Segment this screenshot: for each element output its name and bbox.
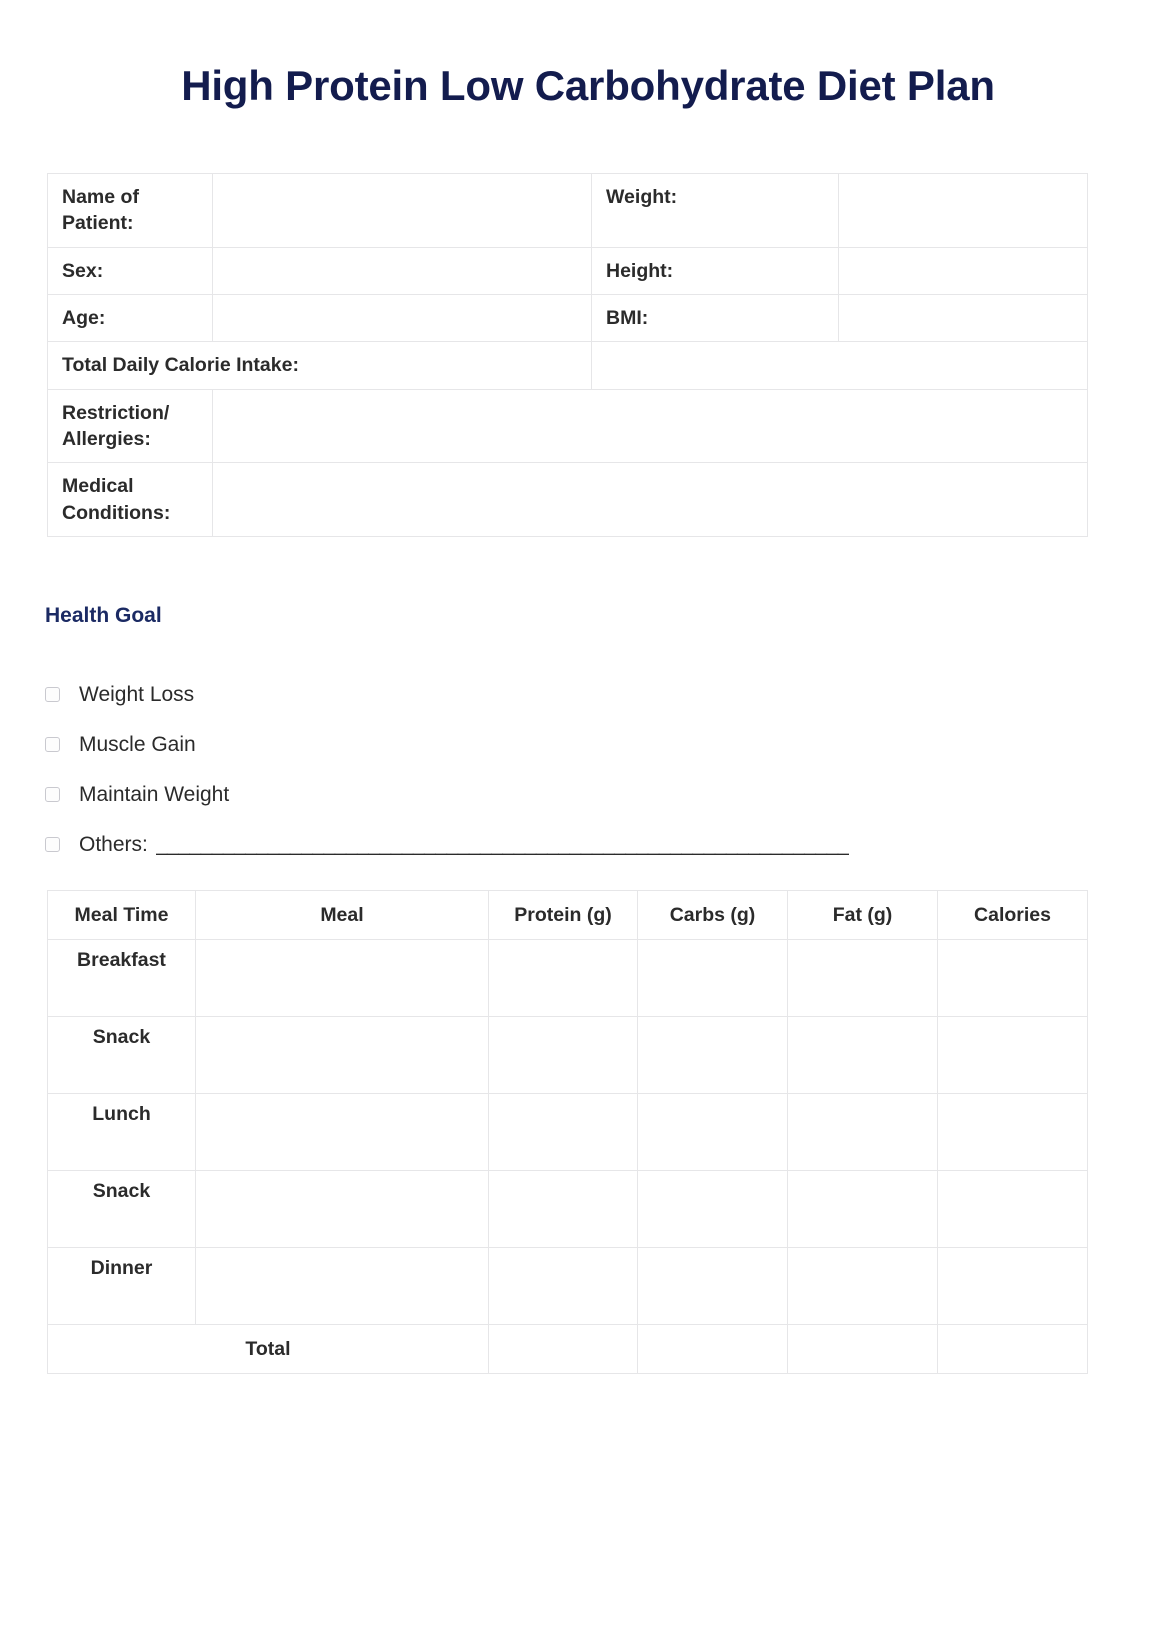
protein-field[interactable] <box>489 1171 638 1248</box>
total-daily-calorie-intake-field[interactable] <box>592 342 1088 389</box>
height-label: Height: <box>592 247 839 294</box>
health-goal-option-muscle-gain[interactable] <box>45 705 1045 755</box>
medical-conditions-field[interactable] <box>213 463 1088 537</box>
meal-time-label: Lunch <box>48 1094 196 1171</box>
calories-field[interactable] <box>938 1017 1088 1094</box>
calories-field[interactable] <box>938 1248 1088 1325</box>
table-row <box>48 247 1088 294</box>
meal-field[interactable] <box>196 1017 489 1094</box>
meal-field[interactable] <box>196 940 489 1017</box>
weight-label: Weight: <box>592 174 839 248</box>
table-header-row <box>48 891 1088 940</box>
meal-field[interactable] <box>196 1094 489 1171</box>
table-row <box>48 174 1088 248</box>
calories-field[interactable] <box>938 1171 1088 1248</box>
table-row <box>48 1248 1088 1325</box>
health-goal-heading: Health Goal <box>45 604 162 627</box>
sex-label: Sex: <box>48 247 213 294</box>
fat-field[interactable] <box>788 1017 938 1094</box>
protein-field[interactable] <box>489 1017 638 1094</box>
carbs-field[interactable] <box>638 1248 788 1325</box>
column-header-meal: Meal <box>196 891 489 940</box>
checkbox-icon[interactable] <box>45 837 60 852</box>
total-calories-field[interactable] <box>938 1325 1088 1374</box>
restriction-allergies-label: Restriction/ Allergies: <box>48 389 213 463</box>
sex-field[interactable] <box>213 247 592 294</box>
age-field[interactable] <box>213 294 592 341</box>
column-header-fat: Fat (g) <box>788 891 938 940</box>
patient-info-table <box>47 173 1088 537</box>
total-carbs-field[interactable] <box>638 1325 788 1374</box>
health-goal-others-input[interactable]: ______________________________________________________________ <box>155 834 849 855</box>
carbs-field[interactable] <box>638 940 788 1017</box>
meal-time-label: Dinner <box>48 1248 196 1325</box>
checkbox-icon[interactable] <box>45 737 60 752</box>
bmi-field[interactable] <box>839 294 1088 341</box>
bmi-label: BMI: <box>592 294 839 341</box>
weight-field[interactable] <box>839 174 1088 248</box>
fat-field[interactable] <box>788 940 938 1017</box>
table-row <box>48 940 1088 1017</box>
fat-field[interactable] <box>788 1248 938 1325</box>
health-goal-others-label: Others: <box>79 833 148 856</box>
checkbox-icon[interactable] <box>45 787 60 802</box>
height-field[interactable] <box>839 247 1088 294</box>
meal-field[interactable] <box>196 1171 489 1248</box>
health-goal-option-others[interactable] <box>45 805 1045 855</box>
name-of-patient-field[interactable] <box>213 174 592 248</box>
total-fat-field[interactable] <box>788 1325 938 1374</box>
table-row <box>48 1171 1088 1248</box>
meal-field[interactable] <box>196 1248 489 1325</box>
age-label: Age: <box>48 294 213 341</box>
table-row <box>48 1094 1088 1171</box>
total-daily-calorie-intake-label: Total Daily Calorie Intake: <box>48 342 592 389</box>
health-goal-option-weight-loss[interactable] <box>45 655 1045 705</box>
meal-time-label: Breakfast <box>48 940 196 1017</box>
restriction-allergies-field[interactable] <box>213 389 1088 463</box>
total-label: Total <box>48 1325 489 1374</box>
fat-field[interactable] <box>788 1094 938 1171</box>
protein-field[interactable] <box>489 1248 638 1325</box>
table-row <box>48 1017 1088 1094</box>
protein-field[interactable] <box>489 940 638 1017</box>
health-goal-option-maintain-weight[interactable] <box>45 755 1045 805</box>
column-header-protein: Protein (g) <box>489 891 638 940</box>
table-row <box>48 342 1088 389</box>
meal-time-label: Snack <box>48 1017 196 1094</box>
table-total-row <box>48 1325 1088 1374</box>
calories-field[interactable] <box>938 1094 1088 1171</box>
table-row <box>48 389 1088 463</box>
page-title: High Protein Low Carbohydrate Diet Plan <box>181 62 995 109</box>
column-header-carbs: Carbs (g) <box>638 891 788 940</box>
medical-conditions-label: Medical Conditions: <box>48 463 213 537</box>
meal-plan-table <box>47 890 1088 1374</box>
checkbox-icon[interactable] <box>45 687 60 702</box>
table-row <box>48 463 1088 537</box>
carbs-field[interactable] <box>638 1171 788 1248</box>
name-of-patient-label: Name of Patient: <box>48 174 213 248</box>
meal-time-label: Snack <box>48 1171 196 1248</box>
carbs-field[interactable] <box>638 1094 788 1171</box>
health-goal-option-label: Weight Loss <box>79 683 195 706</box>
protein-field[interactable] <box>489 1094 638 1171</box>
total-protein-field[interactable] <box>489 1325 638 1374</box>
carbs-field[interactable] <box>638 1017 788 1094</box>
column-header-calories: Calories <box>938 891 1088 940</box>
fat-field[interactable] <box>788 1171 938 1248</box>
column-header-meal-time: Meal Time <box>48 891 196 940</box>
health-goal-option-label: Maintain Weight <box>79 783 230 806</box>
table-row <box>48 294 1088 341</box>
calories-field[interactable] <box>938 940 1088 1017</box>
health-goal-options <box>45 655 1045 855</box>
health-goal-option-label: Muscle Gain <box>79 733 196 756</box>
